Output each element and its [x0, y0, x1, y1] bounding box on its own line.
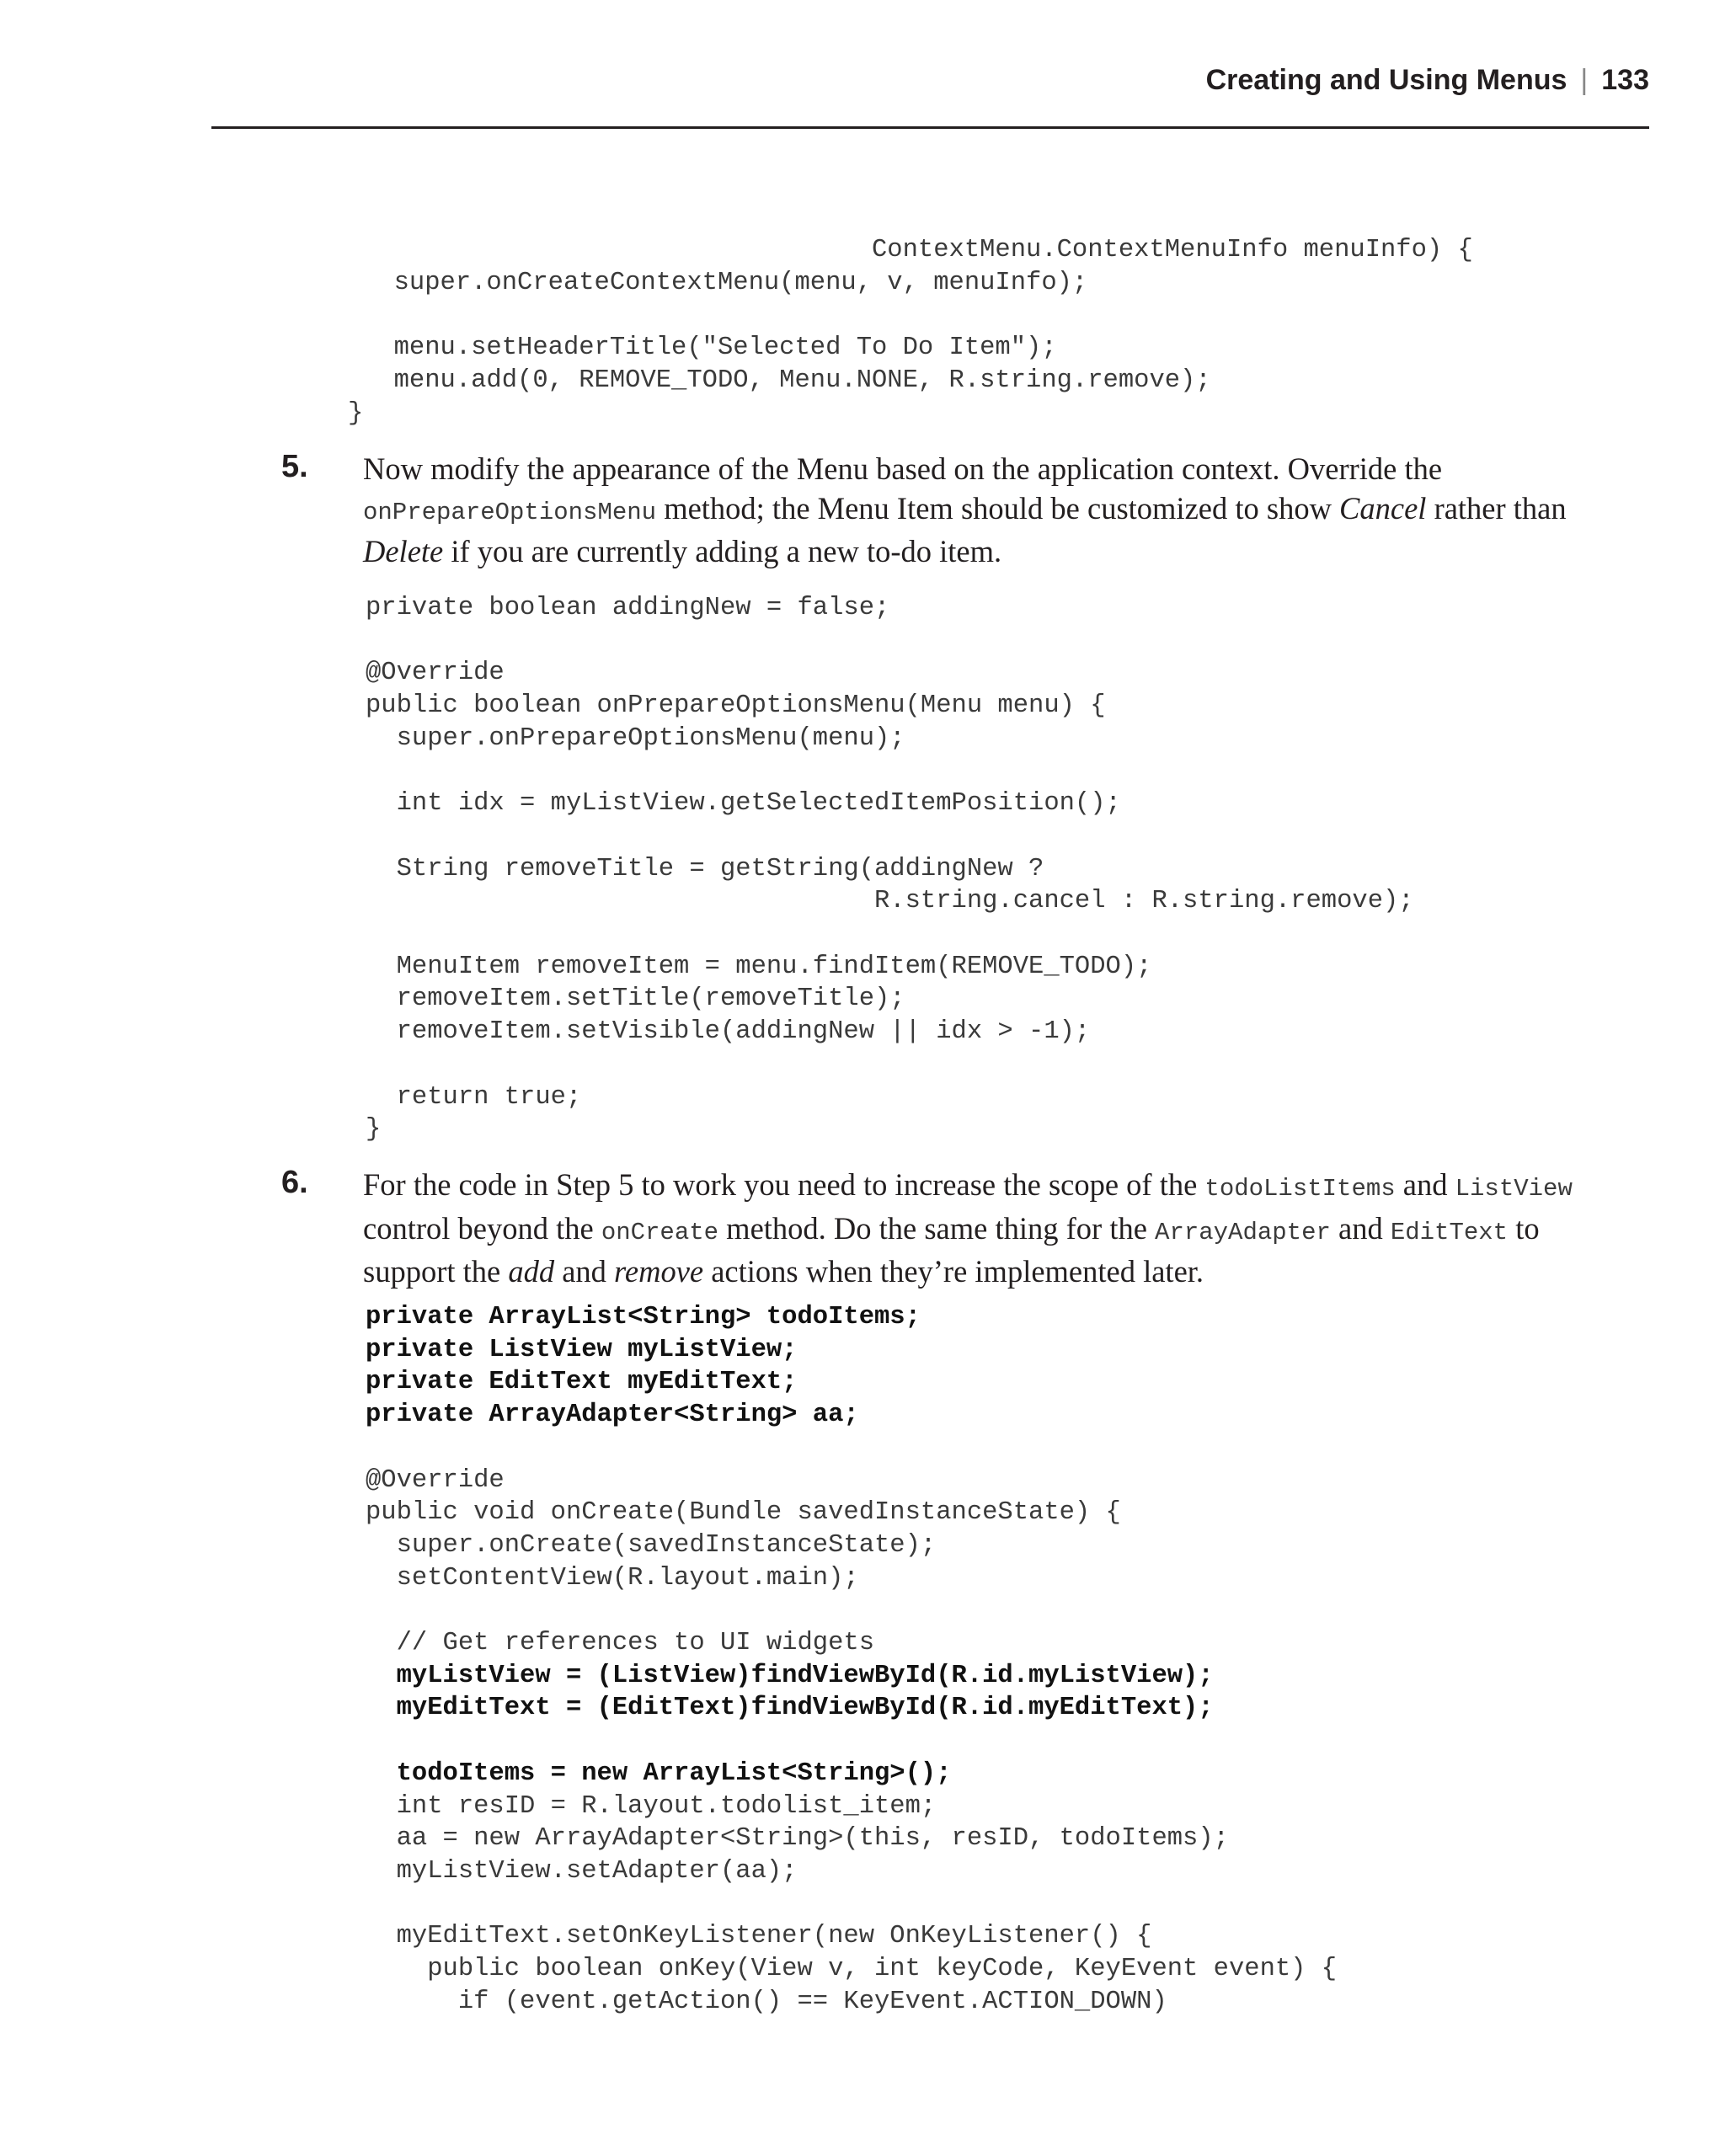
code-line: String removeTitle = getString(addingNew ?	[366, 854, 1044, 883]
inline-code: ArrayAdapter	[1155, 1218, 1331, 1246]
code-line: super.onPrepareOptionsMenu(menu);	[366, 723, 905, 753]
code-line: menu.setHeaderTitle("Selected To Do Item");	[363, 334, 1057, 363]
step-6-number: 6.	[281, 1165, 308, 1200]
code-line: if (event.getAction() == KeyEvent.ACTION_DOWN)	[366, 1987, 1167, 2016]
inline-code: onPrepareOptionsMenu	[363, 498, 657, 526]
header-rule	[211, 126, 1649, 129]
emphasis: Delete	[363, 534, 444, 568]
code-line: super.onCreateContextMenu(menu, v, menuInfo);	[363, 268, 1088, 297]
inline-code: EditText	[1390, 1218, 1509, 1246]
inline-code: onCreate	[601, 1218, 719, 1246]
code-line: }	[366, 1115, 382, 1145]
emphasis: add	[508, 1254, 555, 1289]
code-line: myEditText.setOnKeyListener(new OnKeyListener() {	[366, 1922, 1152, 1951]
header-separator: |	[1580, 64, 1589, 96]
code-line: public void onCreate(Bundle savedInstanceState) {	[366, 1498, 1121, 1528]
step-5-text: Now modify the appearance of the Menu based on the application context. Override the onPrepareOptionsMenu method; the Menu Item should be customized to show Cancel rather than Delete if you are currently adding a new to-do item.	[363, 451, 1567, 568]
code-block-3	[366, 1301, 1337, 2018]
code-line: }	[348, 398, 364, 428]
inline-code: ListView	[1455, 1175, 1573, 1203]
running-header	[1206, 64, 1649, 97]
section-title: Creating and Using Menus	[1205, 64, 1567, 96]
code-line: int resID = R.layout.todolist_item;	[366, 1791, 937, 1821]
page-number: 133	[1601, 64, 1649, 96]
step-5-number: 5.	[281, 449, 308, 484]
step-6-text: For the code in Step 5 to work you need to increase the scope of the todoListItems and ListView control beyond the onCreate method. Do the same thing for the ArrayAdapter and EditText to support the add and remove actions when they’re implemented later.	[363, 1167, 1573, 1289]
code-line-bold: private EditText myEditText;	[366, 1368, 798, 1397]
code-line: removeItem.setVisible(addingNew || idx > -1);	[366, 1017, 1091, 1047]
emphasis: remove	[614, 1254, 704, 1289]
code-line: private boolean addingNew = false;	[366, 594, 890, 622]
code-block-2	[366, 592, 1414, 1146]
code-block-1	[348, 234, 1473, 430]
code-line-bold: myEditText = (EditText)findViewById(R.id.myEditText);	[366, 1694, 1214, 1723]
code-line: @Override	[366, 1465, 505, 1495]
code-line: @Override	[366, 659, 505, 688]
code-line: super.onCreate(savedInstanceState);	[366, 1530, 937, 1560]
code-line: public boolean onPrepareOptionsMenu(Menu menu) {	[366, 691, 1106, 721]
code-line: // Get references to UI widgets	[366, 1629, 874, 1658]
code-line: R.string.cancel : R.string.remove);	[366, 887, 1414, 916]
inline-code: todoListItems	[1204, 1175, 1396, 1203]
emphasis: Cancel	[1339, 490, 1427, 526]
code-line: menu.add(0, REMOVE_TODO, Menu.NONE, R.string.remove);	[363, 366, 1211, 395]
code-line-bold: private ListView myListView;	[366, 1335, 798, 1364]
code-line: public boolean onKey(View v, int keyCode, KeyEvent event) {	[366, 1955, 1338, 1984]
code-line-bold: myListView = (ListView)findViewById(R.id.myListView);	[366, 1661, 1214, 1690]
code-line: removeItem.setTitle(removeTitle);	[366, 985, 905, 1014]
code-line: aa = new ArrayAdapter<String>(this, resID, todoItems);	[366, 1824, 1229, 1854]
code-line: myListView.setAdapter(aa);	[366, 1856, 798, 1886]
code-line: ContextMenu.ContextMenuInfo menuInfo) {	[363, 236, 1473, 264]
code-line: return true;	[366, 1082, 582, 1112]
code-line: setContentView(R.layout.main);	[366, 1563, 859, 1593]
code-line-bold: private ArrayAdapter<String> aa;	[366, 1401, 859, 1430]
code-line: int idx = myListView.getSelectedItemPosition();	[366, 789, 1121, 819]
code-line-bold: todoItems = new ArrayList<String>();	[366, 1758, 952, 1788]
code-line-bold: private ArrayList<String> todoItems;	[366, 1303, 921, 1331]
code-line: MenuItem removeItem = menu.findItem(REMOVE_TODO);	[366, 952, 1152, 981]
